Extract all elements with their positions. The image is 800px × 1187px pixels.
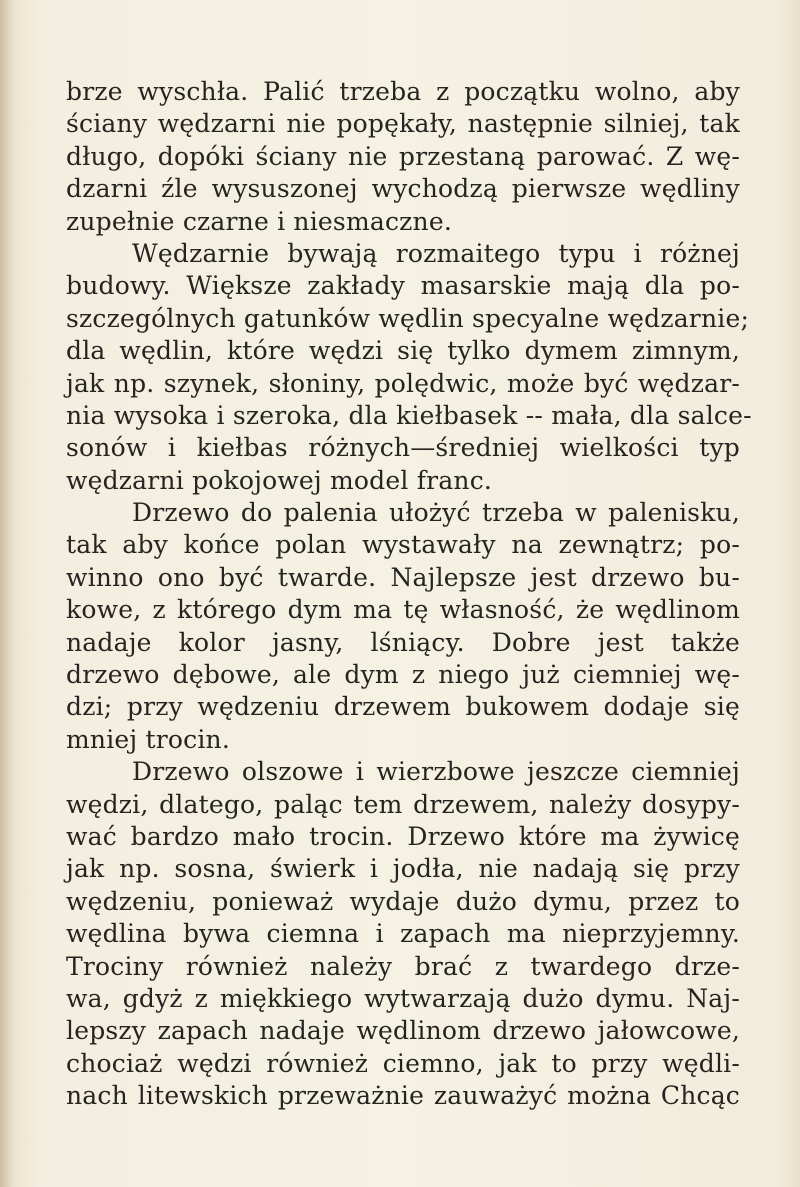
text-line: nadaje kolor jasny, lśniący. Dobre jest także <box>66 627 740 657</box>
text-line: sonów i kiełbas różnych—średniej wielkości typ <box>66 433 740 463</box>
text-line: chociaż wędzi również ciemno, jak to przy wędli- <box>66 1048 740 1078</box>
text-line: Wędzarnie bywają rozmaitego typu i różnej <box>132 238 740 268</box>
text-line: winno ono być twarde. Najlepsze jest drzewo bu- <box>66 562 740 592</box>
text-line: dzi; przy wędzeniu drzewem bukowem dodaje się <box>66 692 740 722</box>
text-line: wa, gdyż z miękkiego wytwarzają dużo dymu. Naj- <box>66 983 740 1013</box>
text-line: Drzewo do palenia ułożyć trzeba w palenisku, <box>132 498 740 528</box>
text-line: kowe, z którego dym ma tę własność, że wędlinom <box>66 595 740 625</box>
text-line: wać bardzo mało trocin. Drzewo które ma żywicę <box>66 821 740 851</box>
text-line: długo, dopóki ściany nie przestaną parować. Z wę- <box>66 141 740 171</box>
page-text <box>66 76 752 1113</box>
text-line: wędzarni pokojowej model franc. <box>66 465 493 495</box>
text-line: budowy. Większe zakłady masarskie mają dla po- <box>66 271 740 301</box>
text-line: szczególnych gatunków wędlin specyalne wędzarnie; <box>66 303 750 333</box>
text-line: brze wyschła. Palić trzeba z początku wolno, aby <box>66 77 740 106</box>
text-line: dla wędlin, które wędzi się tylko dymem zimnym, <box>66 336 740 366</box>
page-edge-shadow <box>0 0 14 1187</box>
text-line: mniej trocin. <box>66 724 230 754</box>
text-line: nach litewskich przeważnie zauważyć można Chcąc <box>66 1081 740 1111</box>
text-line: jak np. szynek, słoniny, polędwic, może być wędzar- <box>66 368 740 398</box>
text-line: tak aby końce polan wystawały na zewnątrz; po- <box>66 530 740 560</box>
text-line: zupełnie czarne i niesmaczne. <box>66 206 452 236</box>
text-line: nia wysoka i szeroka, dla kiełbasek -- mała, dla salce- <box>66 400 752 430</box>
text-line: dzarni źle wysuszonej wychodzą pierwsze wędliny <box>66 174 740 204</box>
text-line: wędlina bywa ciemna i zapach ma nieprzyjemny. <box>66 919 740 949</box>
text-line: Drzewo olszowe i wierzbowe jeszcze ciemniej <box>132 757 740 787</box>
text-line: drzewo dębowe, ale dym z niego już ciemniej wę- <box>66 660 740 690</box>
text-line: Trociny również należy brać z twardego drze- <box>66 951 740 981</box>
text-line: lepszy zapach nadaje wędlinom drzewo jałowcowe, <box>66 1016 740 1046</box>
text-line: wędzeniu, ponieważ wydaje dużo dymu, przez to <box>66 886 740 916</box>
text-line: jak np. sosna, świerk i jodła, nie nadają się przy <box>66 854 740 884</box>
text-line: wędzi, dlatego, paląc tem drzewem, należy dosypy- <box>66 789 740 819</box>
text-line: ściany wędzarni nie popękały, następnie silniej, tak <box>66 109 740 139</box>
